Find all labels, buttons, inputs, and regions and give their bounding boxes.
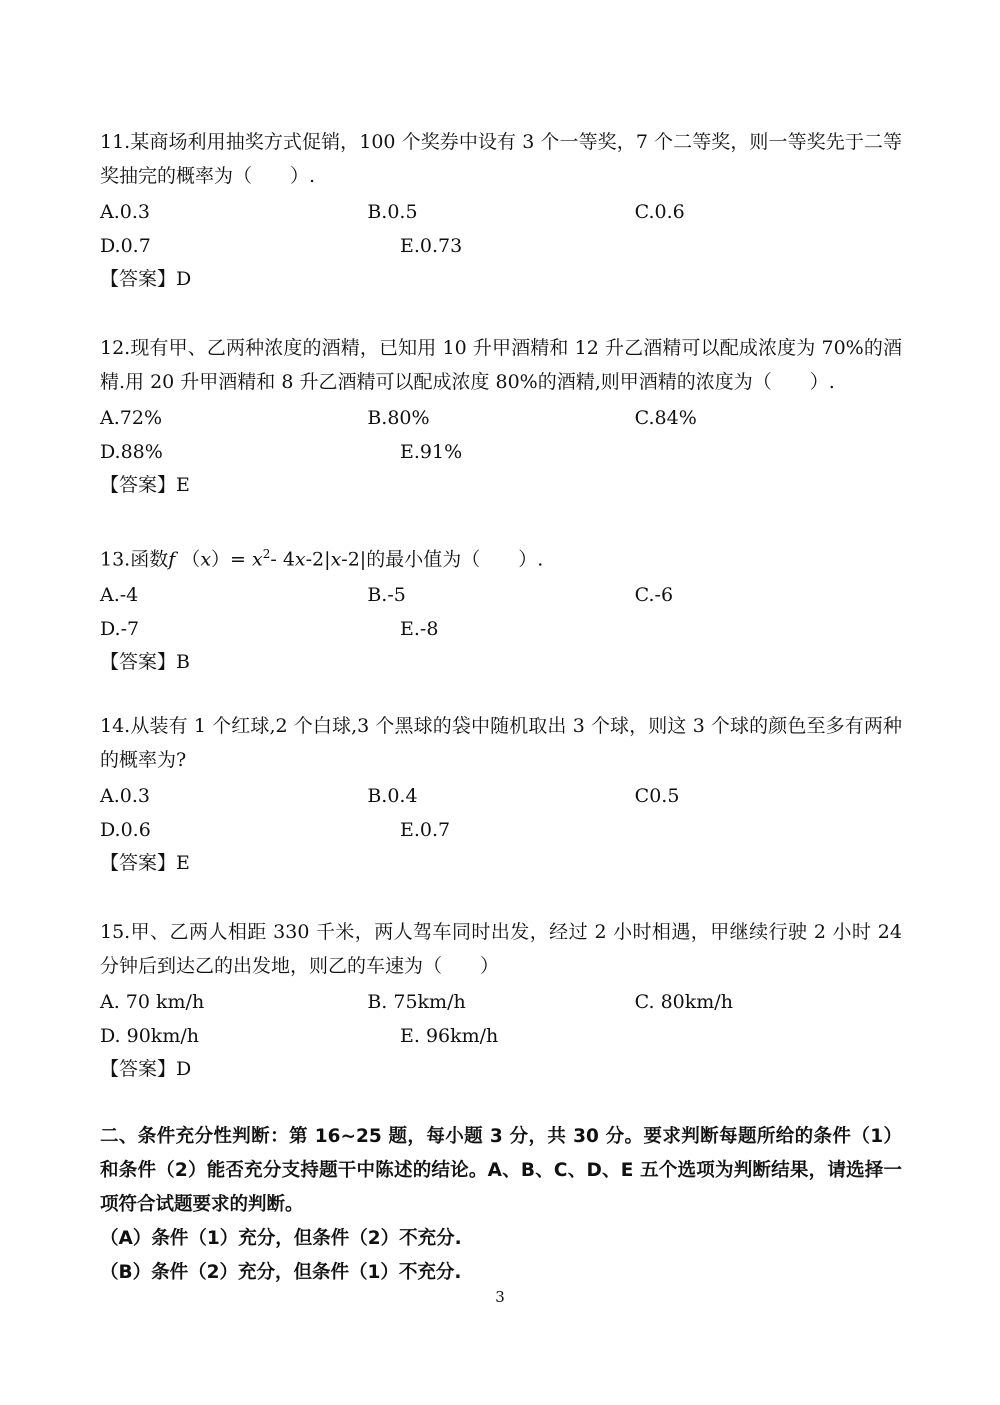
option-b: B.80% [367, 407, 430, 429]
option-e: E.0.73 [400, 235, 463, 257]
options [100, 779, 902, 847]
option-e: E. 96km/h [400, 1025, 499, 1047]
question-15 [100, 915, 902, 1085]
option-c: C.0.6 [634, 201, 685, 223]
option-d: D.0.6 [100, 819, 151, 841]
option-d: D.0.7 [100, 235, 151, 257]
option-e: E.0.7 [400, 819, 451, 841]
option-d: D.88% [100, 441, 163, 463]
question-stem: 15.甲、乙两人相距 330 千米，两人驾车同时出发，经过 2 小时相遇，甲继续行驶 2 小时 24 分钟后到达乙的出发地，则乙的车速为（ ） [100, 921, 902, 977]
option-d: D. 90km/h [100, 1025, 199, 1047]
option-e: E.91% [400, 441, 463, 463]
options [100, 985, 902, 1053]
answer: 【答案】D [100, 1058, 192, 1080]
answer: 【答案】D [100, 268, 192, 290]
option-e: E.-8 [400, 618, 439, 641]
options [100, 195, 902, 263]
option-b: B.0.5 [367, 201, 418, 223]
option-c: C. 80km/h [634, 991, 733, 1013]
answer: 【答案】E [100, 852, 190, 874]
option-a: A.-4 [100, 584, 139, 607]
option-c: C.84% [634, 407, 697, 429]
options [100, 578, 902, 646]
option-a: A.0.3 [100, 785, 150, 807]
section-option-b: （B）条件（2）充分，但条件（1）不充分. [100, 1262, 462, 1283]
question-stem: 14.从装有 1 个红球,2 个白球,3 个黑球的袋中随机取出 3 个球，则这 3 个球的颜色至多有两种的概率为? [100, 715, 902, 771]
answer: 【答案】B [100, 651, 190, 674]
answer: 【答案】E [100, 474, 190, 496]
option-c: C.-6 [634, 584, 674, 607]
question-12 [100, 331, 902, 501]
option-b: B. 75km/h [367, 991, 466, 1013]
option-c: C0.5 [634, 785, 680, 807]
options [100, 401, 902, 469]
page-number: 3 [495, 1288, 505, 1306]
question-11 [100, 125, 902, 295]
option-b: B.-5 [367, 584, 406, 607]
option-a: A.72% [100, 407, 162, 429]
section-option-a: （A）条件（1）充分，但条件（2）不充分. [100, 1228, 462, 1249]
option-a: A.0.3 [100, 201, 150, 223]
question-13 [100, 537, 902, 678]
section-intro: 二、条件充分性判断：第 16~25 题，每小题 3 分，共 30 分。要求判断每题所给的条件（1）和条件（2）能否充分支持题干中陈述的结论。A、B、C、D、E 五个选项为判断结果，请选择一项符合试题要求的判断。 [100, 1126, 902, 1215]
section-2 [100, 1120, 902, 1290]
question-stem: 11.某商场利用抽奖方式促销，100 个奖券中设有 3 个一等奖，7 个二等奖，则一等奖先于二等奖抽完的概率为（ ）. [100, 131, 902, 187]
option-a: A. 70 km/h [100, 991, 205, 1013]
option-d: D.-7 [100, 618, 140, 641]
question-stem: 12.现有甲、乙两种浓度的酒精，已知用 10 升甲酒精和 12 升乙酒精可以配成浓度为 70%的酒精.用 20 升甲酒精和 8 升乙酒精可以配成浓度 80%的酒精,则甲酒精的浓度为（ ）. [100, 337, 902, 393]
option-b: B.0.4 [367, 785, 418, 807]
question-14 [100, 709, 902, 879]
question-stem: 13.函数f $(x)= x^2-$ 4x-2|x-2|的最小值为（ ）. [100, 547, 544, 571]
